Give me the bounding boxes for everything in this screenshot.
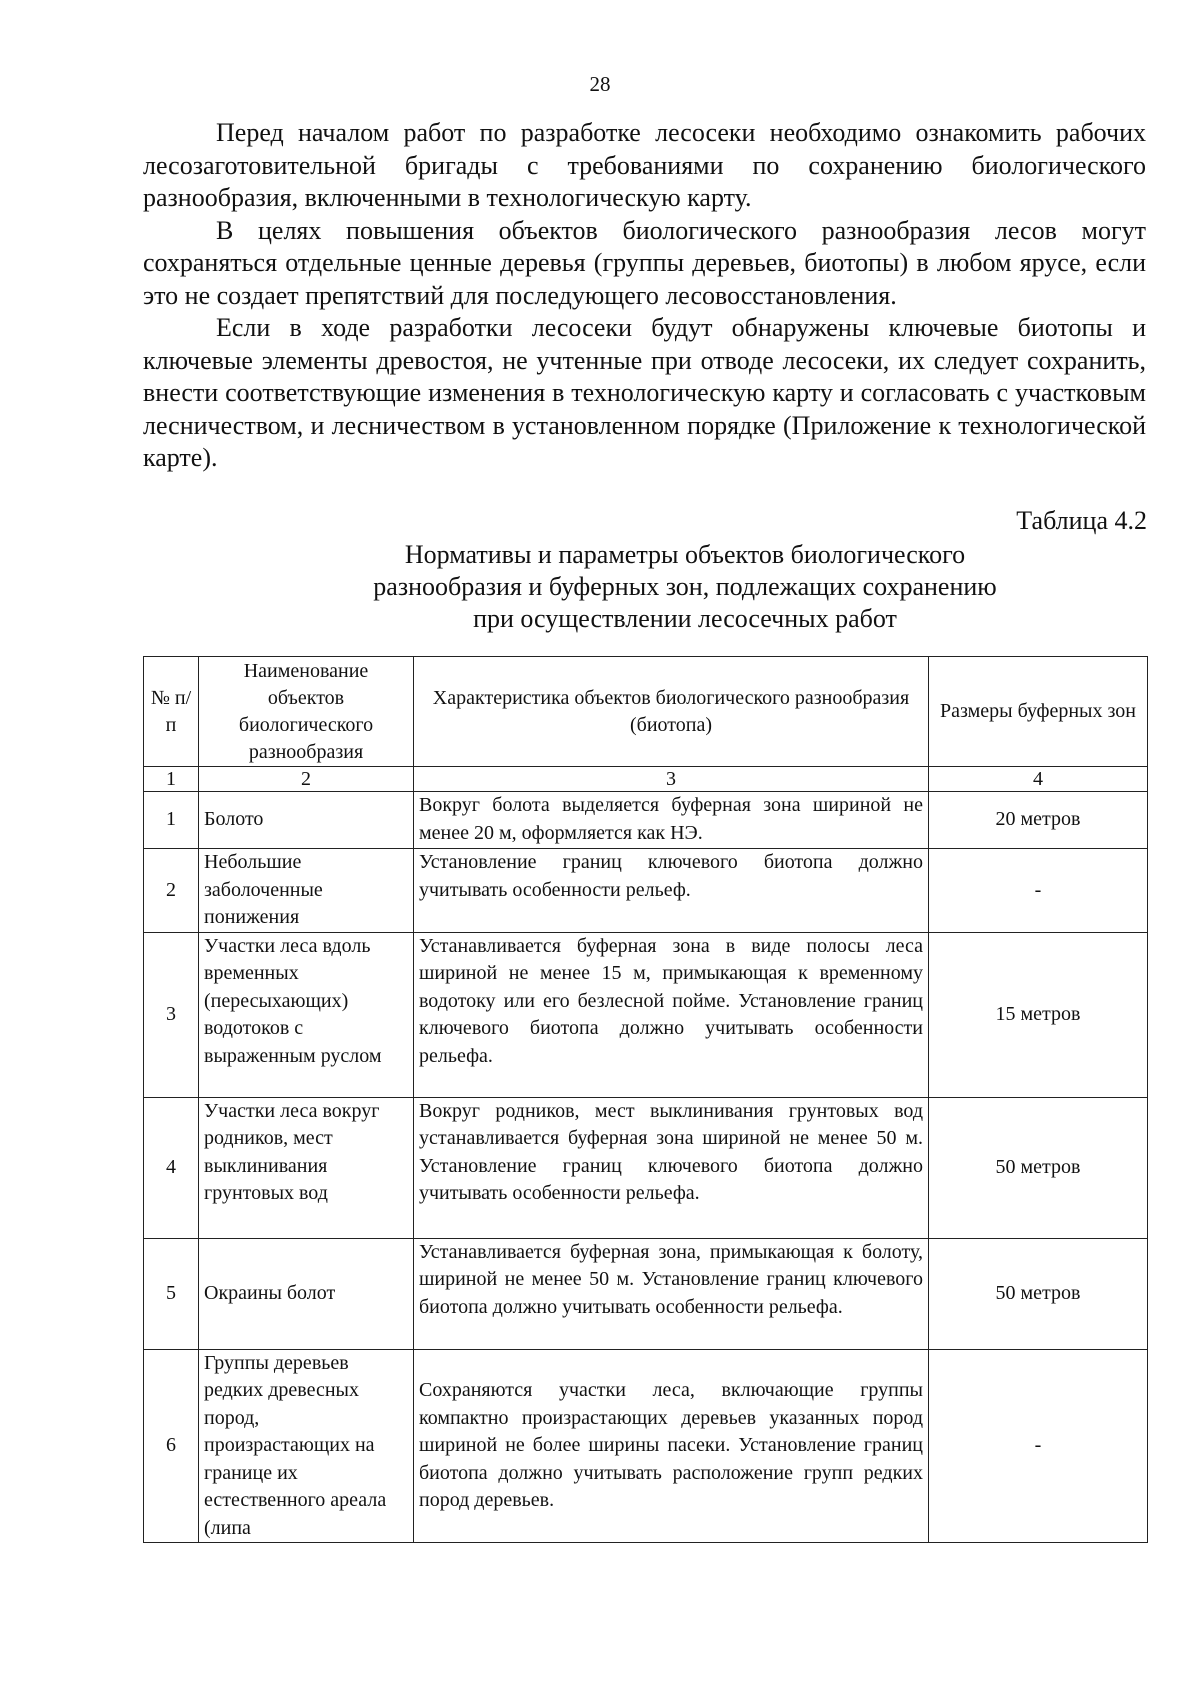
row-name: Участки леса вокруг родников, мест выклинивания грунтовых вод: [199, 1097, 414, 1238]
row-description: Установление границ ключевого биотопа должно учитывать особенности рельеф.: [414, 849, 929, 933]
row-num: 5: [144, 1238, 199, 1349]
table-row: [144, 792, 1148, 849]
row-buffer-size: 15 метров: [929, 932, 1148, 1097]
column-number: 3: [414, 767, 929, 792]
row-description: Устанавливается буферная зона в виде полосы леса шириной не менее 15 м, примыкающая к временному водотоку или его безлесной пойме. Установление границ ключевого биотопа должно учитывать особенности рельефа.: [414, 932, 929, 1097]
column-number: 4: [929, 767, 1148, 792]
header-num: № п/п: [144, 657, 199, 767]
page-number: 28: [589, 72, 611, 96]
paragraph: Перед началом работ по разработке лесосеки необходимо ознакомить рабочих лесозаготовительной бригады с требованиями по сохранению биологического разнообразия, включенными в технологическую карту.: [143, 118, 1146, 212]
table-title-line: Нормативы и параметры объектов биологического: [404, 540, 966, 569]
column-number: 1: [144, 767, 199, 792]
table-title-line: при осуществлении лесосечных работ: [473, 604, 897, 633]
row-description: Сохраняются участки леса, включающие группы компактно произрастающих деревьев указанных пород шириной не более ширины пасеки. Установление границ биотопа должно учитывать расположение групп редких пород деревьев.: [414, 1349, 929, 1543]
row-num: 3: [144, 932, 199, 1097]
table-title: [300, 539, 1070, 635]
row-num: 4: [144, 1097, 199, 1238]
header-description: Характеристика объектов биологического разнообразия (биотопа): [414, 657, 929, 767]
row-name: Небольшие заболоченные понижения: [199, 849, 414, 933]
header-name: Наименование объектов биологического разнообразия: [199, 657, 414, 767]
row-name: Окраины болот: [199, 1238, 414, 1349]
table-label: Таблица 4.2: [1016, 506, 1147, 535]
row-num: 6: [144, 1349, 199, 1543]
row-name: Участки леса вдоль временных (пересыхающих) водотоков с выраженным руслом: [199, 932, 414, 1097]
paragraph: В целях повышения объектов биологического разнообразия лесов могут сохраняться отдельные ценные деревья (группы деревьев, биотопы) в любом ярусе, если это не создает препятствий для последующего лесовосстановления.: [143, 215, 1146, 310]
row-buffer-size: 20 метров: [929, 792, 1148, 849]
row-buffer-size: 50 метров: [929, 1238, 1148, 1349]
table-row: [144, 1349, 1148, 1543]
row-buffer-size: 50 метров: [929, 1097, 1148, 1238]
table-header-row: [144, 657, 1148, 767]
table-row: [144, 1238, 1148, 1349]
row-num: 2: [144, 849, 199, 933]
row-description: Устанавливается буферная зона, примыкающая к болоту, шириной не менее 50 м. Установление границ ключевого биотопа должно учитывать особенности рельефа.: [414, 1238, 929, 1349]
row-description: Вокруг родников, мест выклинивания грунтовых вод устанавливается буферная зона шириной не менее 50 м. Установление границ ключевого биотопа должно учитывать особенности рельефа.: [414, 1097, 929, 1238]
row-name: Группы деревьев редких древесных пород, произрастающих на границе их естественного ареала (липа: [199, 1349, 414, 1543]
column-number: 2: [199, 767, 414, 792]
row-num: 1: [144, 792, 199, 849]
table-title-line: разнообразия и буферных зон, подлежащих сохранению: [373, 572, 997, 601]
row-name: Болото: [199, 792, 414, 849]
column-number-row: [144, 767, 1148, 792]
row-description: Вокруг болота выделяется буферная зона шириной не менее 20 м, оформляется как НЭ.: [414, 792, 929, 849]
row-buffer-size: -: [929, 1349, 1148, 1543]
table-row: [144, 849, 1148, 933]
table-row: [144, 1097, 1148, 1238]
body-text: [143, 117, 1146, 475]
header-buffer-size: Размеры буферных зон: [929, 657, 1148, 767]
paragraph: Если в ходе разработки лесосеки будут обнаружены ключевые биотопы и ключевые элементы древостоя, не учтенные при отводе лесосеки, их следует сохранить, внести соответствующие изменения в технологическую карту и согласовать с участковым лесничеством, и лесничеством в установленном порядке (Приложение к технологической карте).: [143, 313, 1146, 472]
row-buffer-size: -: [929, 849, 1148, 933]
table-row: [144, 932, 1148, 1097]
biodiversity-norms-table: [143, 656, 1148, 1543]
